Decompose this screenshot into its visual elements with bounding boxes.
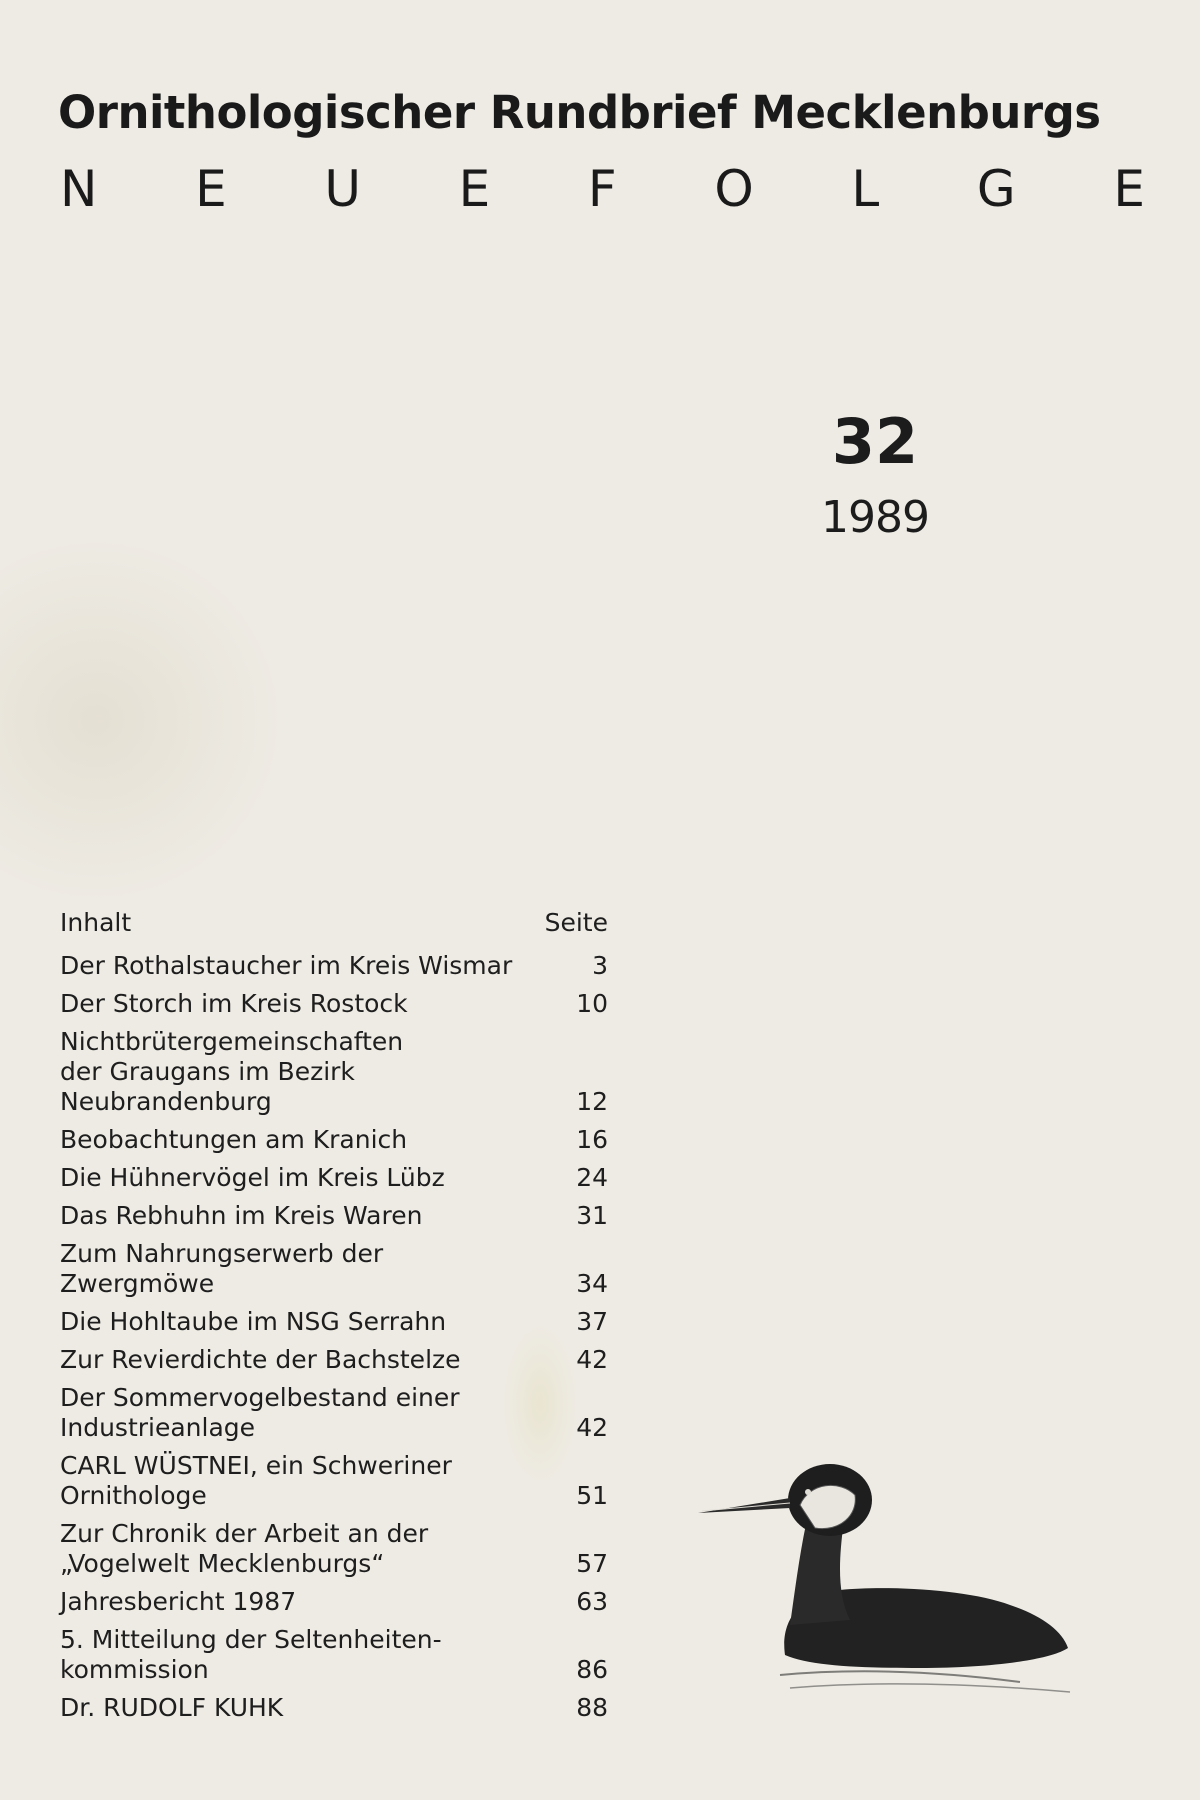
toc-entry-page: 31 (576, 1201, 608, 1230)
series-subtitle (60, 160, 1145, 218)
subtitle-letter: F (587, 160, 617, 218)
toc-entry (60, 1451, 608, 1511)
grebe-illustration-icon (690, 1420, 1120, 1700)
toc-entry-page: 88 (576, 1693, 608, 1722)
toc-list (60, 951, 608, 1723)
toc-entry (60, 1693, 608, 1723)
toc-entry-title: Zum Nahrungserwerb der Zwergmöwe (60, 1239, 384, 1298)
subtitle-letter: E (195, 160, 227, 218)
toc-entry-title: Dr. RUDOLF KUHK (60, 1693, 284, 1722)
subtitle-letter: E (1113, 160, 1145, 218)
subtitle-letter: N (60, 160, 98, 218)
toc-entry-page: 57 (576, 1549, 608, 1578)
toc-entry-title: Zur Chronik der Arbeit an der „Vogelwelt Mecklenburgs“ (60, 1519, 429, 1578)
toc-entry-page: 42 (576, 1345, 608, 1374)
subtitle-letter: L (851, 160, 880, 218)
toc-entry-title: Beobachtungen am Kranich (60, 1125, 408, 1154)
toc-page-heading: Seite (544, 908, 608, 937)
toc-entry-page: 86 (576, 1655, 608, 1684)
subtitle-letter: U (324, 160, 361, 218)
toc-entry-page: 37 (576, 1307, 608, 1336)
toc-entry (60, 1239, 608, 1299)
toc-entry-title: CARL WÜSTNEI, ein Schweriner Ornithologe (60, 1451, 452, 1510)
toc-entry-title: 5. Mitteilung der Seltenheiten- kommission (60, 1625, 442, 1684)
issue-number: 32 (831, 405, 919, 478)
toc-entry-title: Der Rothalstaucher im Kreis Wismar (60, 951, 513, 980)
toc-heading: Inhalt (60, 908, 132, 937)
subtitle-letter: G (976, 160, 1016, 218)
toc-entry-title: Der Storch im Kreis Rostock (60, 989, 408, 1018)
toc-entry (60, 1163, 608, 1193)
toc-entry (60, 1125, 608, 1155)
toc-entry-page: 42 (576, 1413, 608, 1442)
toc-entry-page: 24 (576, 1163, 608, 1192)
toc-entry-title: Die Hohltaube im NSG Serrahn (60, 1307, 447, 1336)
toc-entry-title: Zur Revierdichte der Bachstelze (60, 1345, 461, 1374)
subtitle-letter: E (458, 160, 491, 218)
toc-entry (60, 1201, 608, 1231)
toc-entry-page: 3 (592, 951, 608, 980)
toc-entry (60, 1519, 608, 1579)
table-of-contents (60, 908, 608, 1731)
toc-entry (60, 1625, 608, 1685)
toc-entry-page: 12 (576, 1087, 608, 1116)
toc-entry-page: 10 (576, 989, 608, 1018)
toc-entry-title: Das Rebhuhn im Kreis Waren (60, 1201, 423, 1230)
toc-entry (60, 1027, 608, 1117)
toc-entry (60, 1307, 608, 1337)
toc-entry-page: 34 (576, 1269, 608, 1298)
journal-title: Ornithologischer Rundbrief Mecklenburgs (58, 86, 1101, 139)
toc-entry (60, 951, 608, 981)
toc-entry (60, 1345, 608, 1375)
toc-entry (60, 1587, 608, 1617)
toc-entry-page: 51 (576, 1481, 608, 1510)
toc-header (60, 908, 608, 937)
toc-entry-title: Jahresbericht 1987 (60, 1587, 297, 1616)
toc-entry-title: Nichtbrütergemeinschaften der Graugans im Bezirk Neubrandenburg (60, 1027, 404, 1116)
toc-entry (60, 989, 608, 1019)
issue-year: 1989 (821, 492, 929, 543)
toc-entry (60, 1383, 608, 1443)
toc-entry-title: Der Sommervogelbestand einer Industrieanlage (60, 1383, 460, 1442)
toc-entry-title: Die Hühnervögel im Kreis Lübz (60, 1163, 445, 1192)
subtitle-letter: O (714, 160, 754, 218)
toc-entry-page: 16 (576, 1125, 608, 1154)
toc-entry-page: 63 (576, 1587, 608, 1616)
